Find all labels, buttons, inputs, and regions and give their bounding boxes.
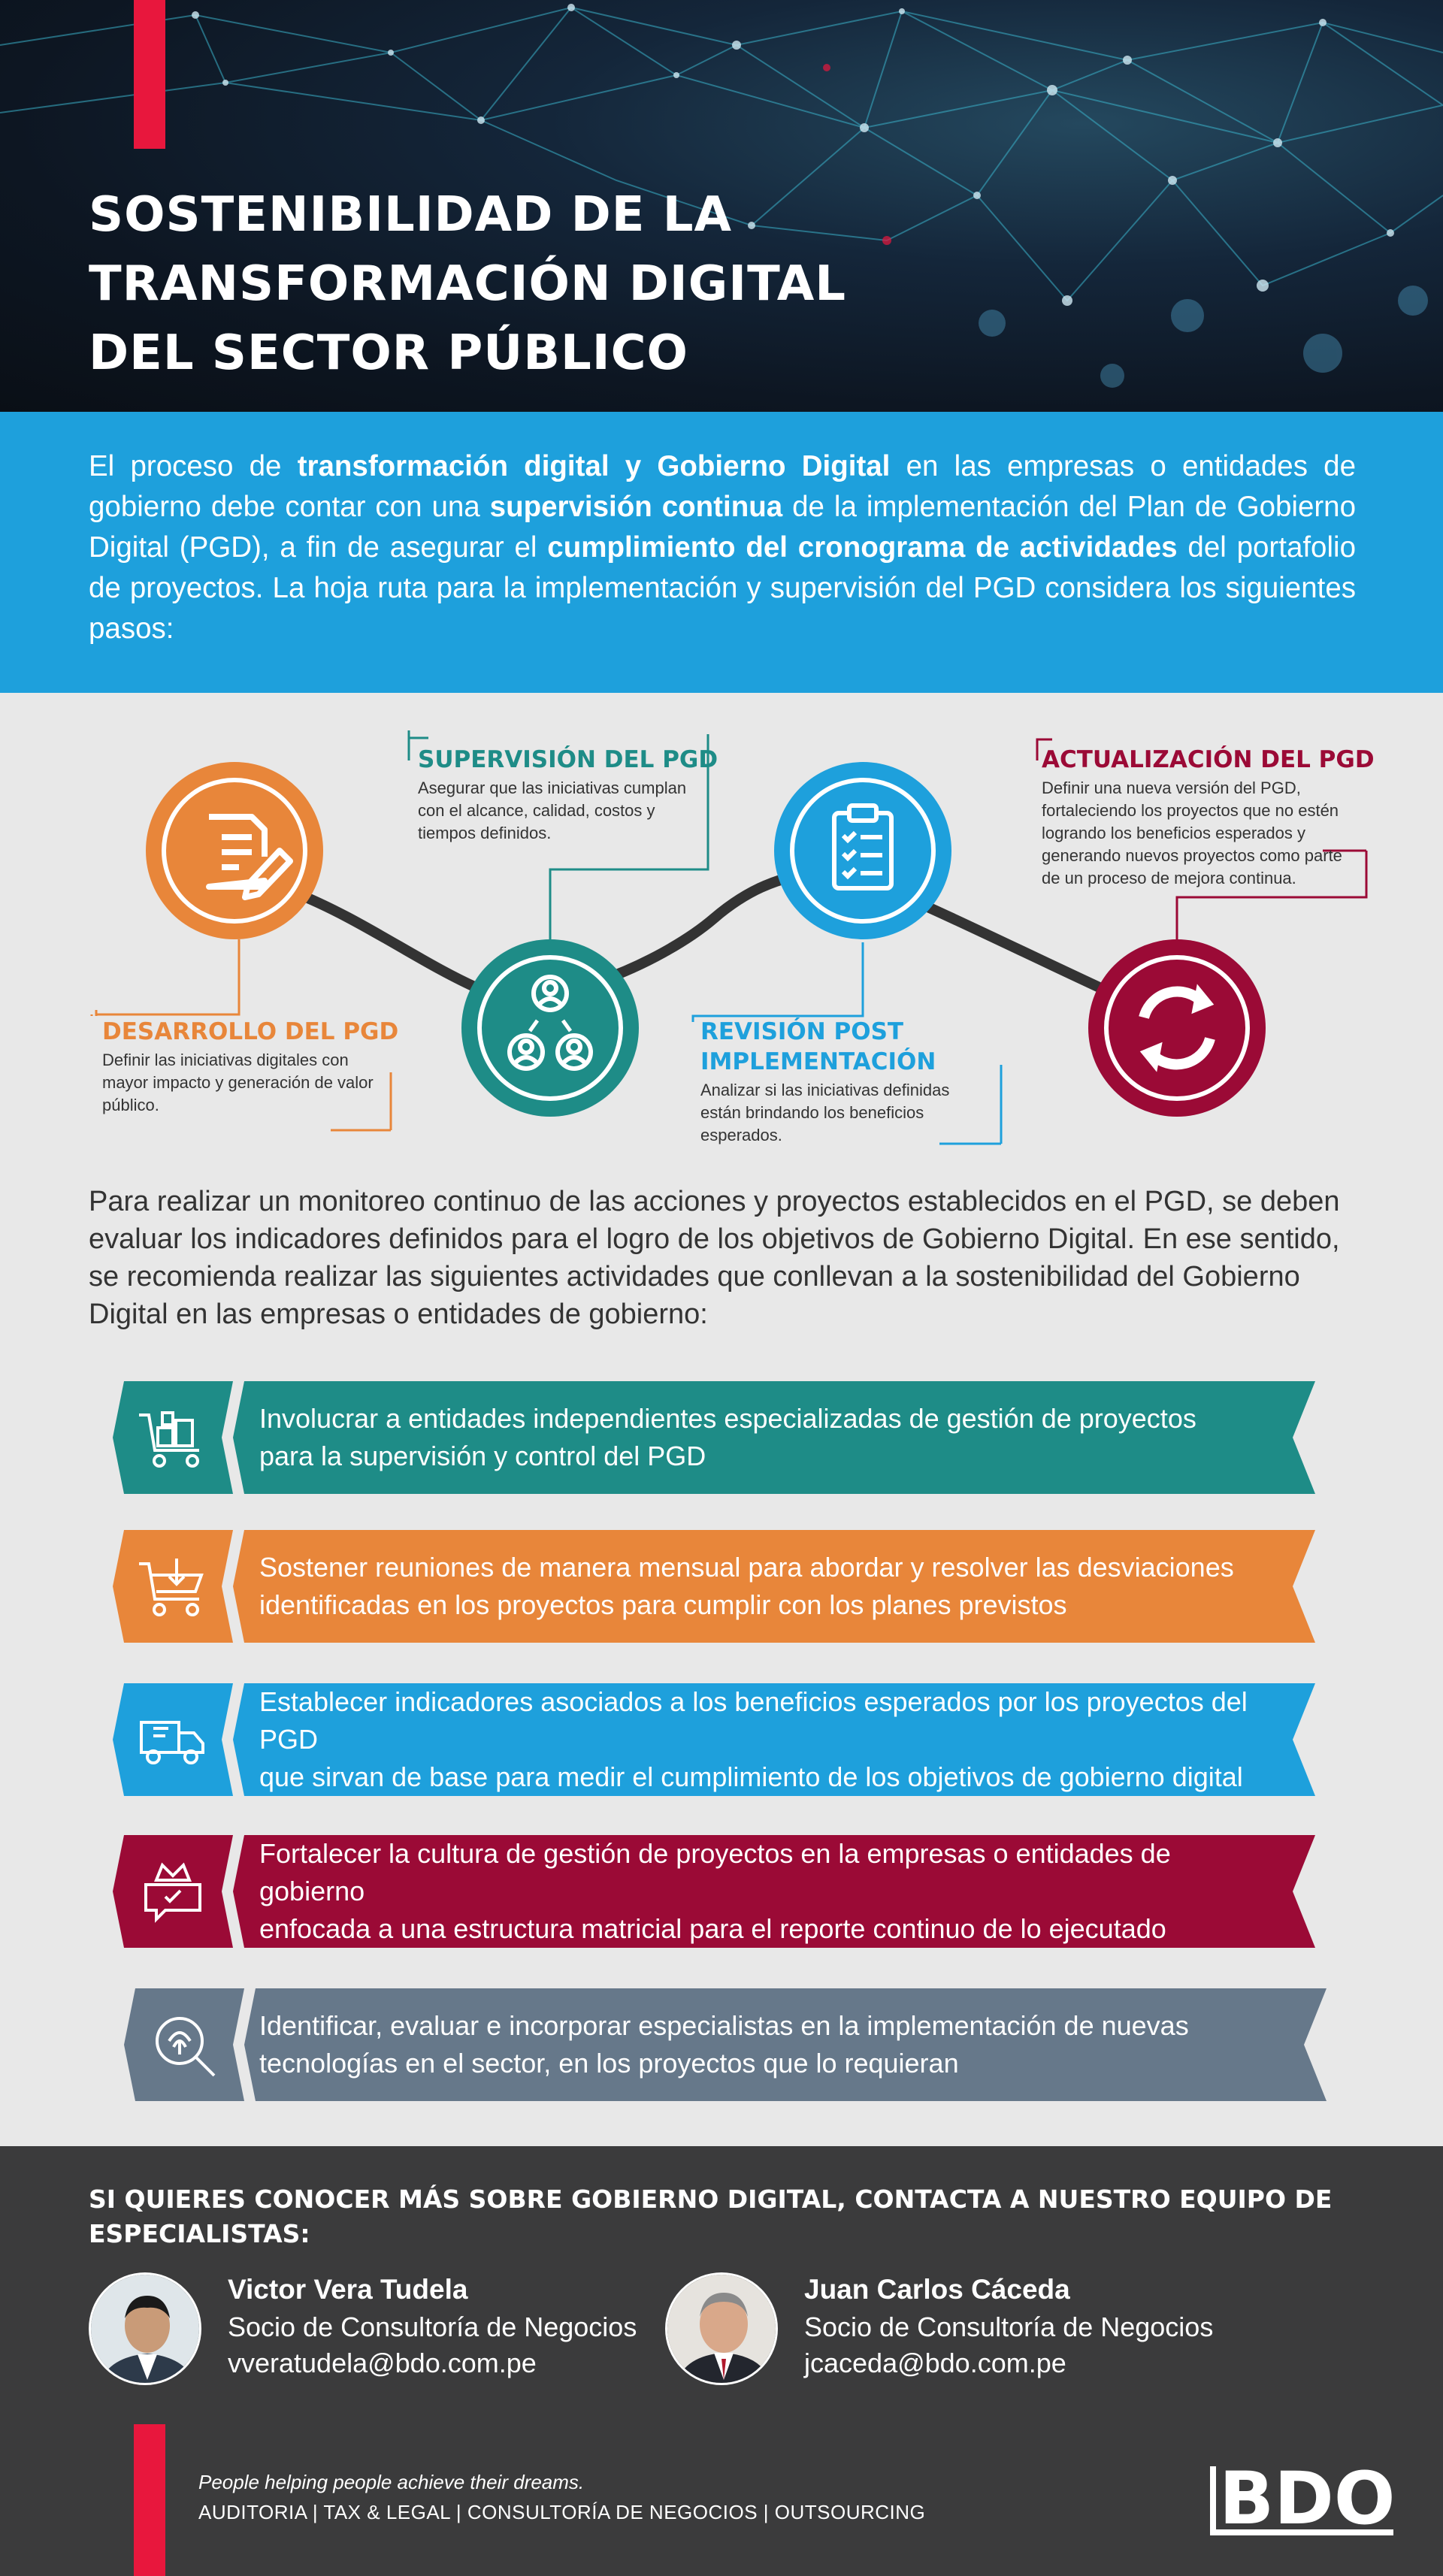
step-title-supervision: SUPERVISIÓN DEL PGD — [418, 746, 718, 773]
activity-banner-4 — [113, 1835, 1330, 1948]
step-marker-revision — [774, 762, 951, 939]
title-line: DEL SECTOR PÚBLICO — [89, 325, 688, 381]
tagline: People helping people achieve their dreams. — [198, 2471, 585, 2493]
intro-paragraph: El proceso de transformación digital y Gobierno Digital en las empresas o entidades de gobierno debe contar con una supervisión continua de la implementación del Plan de Gobierno Digital (PGD), a fin de asegurar el cumplimiento del cronograma de actividades del portafolio de proyectos. La hoja ruta para la implementación y supervisión del PGD considera los siguientes pasos: — [89, 450, 1357, 645]
step-marker-actualizacion — [1088, 939, 1266, 1117]
page-title — [89, 180, 991, 388]
activity-banner-1 — [113, 1381, 1330, 1494]
step-text-revision: Analizar si las iniciativas definidas están brindando los beneficios esperados. — [700, 1081, 950, 1144]
avatar — [665, 2272, 778, 2385]
logo-text: BDO — [1219, 2457, 1396, 2540]
cart-download-icon — [135, 1553, 210, 1620]
contact-section — [0, 2146, 1443, 2576]
activity-text: Identificar, evaluar e incorporar especialistas en la implementación de nuevas tecnologías en el sector, en los proyectos que lo requieran — [259, 2010, 1189, 2079]
step-marker-desarrollo — [146, 762, 323, 939]
intro-section — [0, 412, 1443, 693]
activity-banner-5 — [113, 1988, 1330, 2101]
activity-text: Sostener reuniones de manera mensual para abordar y resolver las desviaciones identificadas en los proyectos para cumplir con los planes previstos — [259, 1552, 1234, 1620]
activity-text: Fortalecer la cultura de gestión de proyectos en la empresas o entidades de gobierno enfocada a una estructura matricial para el reporte continuo de lo ejecutado — [259, 1838, 1171, 1944]
contact-title: SI QUIERES CONOCER MÁS SOBRE GOBIERNO DIGITAL, CONTACTA A NUESTRO EQUIPO DE ESPECIALISTAS: — [89, 2184, 1333, 2248]
contact-role: Socio de Consultoría de Negocios — [804, 2311, 1214, 2342]
roadmap-path — [293, 874, 1112, 997]
title-line: TRANSFORMACIÓN DIGITAL — [89, 256, 847, 312]
avatar — [89, 2272, 201, 2385]
step-text-actualizacion: Definir una nueva versión del PGD, fortaleciendo los proyectos que no estén logrando los beneficios esperados y generando nuevos proyectos como parte de un proceso de mejora continua. — [1042, 779, 1342, 887]
activity-text: Establecer indicadores asociados a los beneficios esperados por los proyectos del PGD que sirvan de base para medir el cumplimiento de los objetivos de gobierno digital — [259, 1686, 1248, 1792]
bdo-logo — [1206, 2457, 1401, 2540]
roadmap-section — [0, 693, 1443, 1159]
step-title-desarrollo: DESARROLLO DEL PGD — [102, 1018, 399, 1045]
title-line: SOSTENIBILIDAD DE LA — [89, 187, 733, 243]
cart-boxes-icon — [135, 1404, 210, 1471]
contact-email[interactable]: vveratudela@bdo.com.pe — [228, 2348, 537, 2378]
step-text-supervision: Asegurar que las iniciativas cumplan con el alcance, calidad, costos y tiempos definidos. — [418, 779, 687, 842]
step-text-desarrollo: Definir las iniciativas digitales con mayor impacto y generación de valor público. — [102, 1051, 374, 1114]
step-title-revision-line2: IMPLEMENTACIÓN — [700, 1048, 936, 1075]
contact-name: Victor Vera Tudela — [228, 2274, 468, 2305]
contact-role: Socio de Consultoría de Negocios — [228, 2311, 637, 2342]
contact-email[interactable]: jcaceda@bdo.com.pe — [804, 2348, 1066, 2378]
fingerprint-search-icon — [147, 2011, 222, 2079]
monitoring-paragraph: Para realizar un monitoreo continuo de las acciones y proyectos establecidos en el PGD, se deben evaluar los indicadores definidos para el logro de los objetivos de Gobierno Digital. En ese sentido, se recomienda realizar las siguientes actividades que conllevan a la sostenibilidad del Gobierno Digital en las empresas o entidades de gobierno: — [89, 1186, 1340, 1330]
accent-strip — [134, 2424, 165, 2576]
step-marker-supervision — [461, 939, 639, 1117]
delivery-truck-icon — [135, 1706, 210, 1773]
services-list: AUDITORIA | TAX & LEGAL | CONSULTORÍA DE NEGOCIOS | OUTSOURCING — [198, 2501, 926, 2523]
step-title-revision-line1: REVISIÓN POST — [700, 1018, 904, 1045]
crown-chat-icon — [135, 1858, 210, 1925]
step-title-actualizacion: ACTUALIZACIÓN DEL PGD — [1042, 746, 1375, 773]
contact-name: Juan Carlos Cáceda — [804, 2274, 1070, 2305]
activity-banner-2 — [113, 1530, 1330, 1643]
activity-banner-3 — [113, 1683, 1330, 1796]
activity-text: Involucrar a entidades independientes especializadas de gestión de proyectos para la supervisión y control del PGD — [259, 1403, 1196, 1471]
accent-strip — [134, 0, 165, 149]
hero-banner — [0, 0, 1443, 412]
